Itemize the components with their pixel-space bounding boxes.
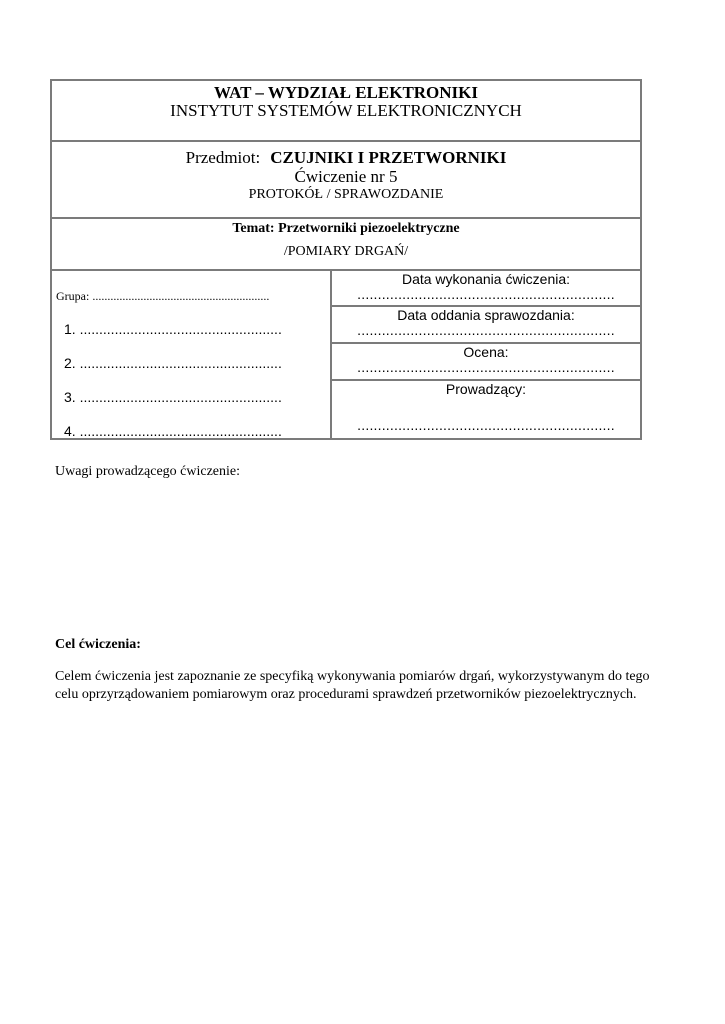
grade-field[interactable] — [332, 344, 640, 381]
subject-label: Przedmiot: — [185, 148, 261, 167]
topic-section — [52, 219, 640, 271]
institution-section — [52, 81, 640, 142]
group-member-1[interactable]: 1. .................................................... — [64, 321, 282, 337]
group-member-3[interactable]: 3. .................................................... — [64, 389, 282, 405]
document-type: PROTOKÓŁ / SPRAWOZDANIE — [248, 187, 444, 202]
exercise-number: Ćwiczenie nr 5 — [294, 167, 398, 186]
group-field[interactable]: Grupa: ........................................................... — [56, 289, 270, 303]
grade-blank: ............................................................... — [357, 359, 615, 375]
execution-date-field[interactable] — [332, 271, 640, 307]
goal-paragraph — [55, 668, 675, 704]
submission-date-field[interactable] — [332, 307, 640, 344]
faculty-name: WAT – WYDZIAŁ ELEKTRONIKI — [213, 83, 479, 102]
instructor-blank: ............................................................... — [357, 417, 615, 433]
details-section — [52, 271, 640, 438]
group-member-4[interactable]: 4. .................................................... — [64, 423, 282, 439]
subject-section — [52, 142, 640, 219]
group-column — [52, 271, 332, 438]
submission-date-blank: ............................................................... — [357, 322, 615, 338]
topic-subtitle: /POMIARY DRGAŃ/ — [283, 244, 409, 259]
protocol-header-form — [50, 79, 642, 440]
execution-date-blank: ............................................................... — [357, 286, 615, 302]
instructor-remarks-label: Uwagi prowadzącego ćwiczenie: — [55, 464, 241, 479]
instructor-field[interactable] — [332, 381, 640, 438]
submission-date-label: Data oddania sprawozdania: — [397, 307, 575, 323]
goal-heading: Cel ćwiczenia: — [55, 637, 141, 652]
institute-name: INSTYTUT SYSTEMÓW ELEKTRONICZNYCH — [170, 101, 522, 120]
goal-line-1: Celem ćwiczenia jest zapoznanie ze specyfiką wykonywania pomiarów drgań, wykorzystywanym do tego — [55, 669, 650, 684]
instructor-label: Prowadzący: — [445, 381, 527, 397]
topic-title: Temat: Przetworniki piezoelektryczne — [232, 221, 460, 236]
grade-label: Ocena: — [463, 344, 509, 360]
dates-column — [332, 271, 640, 438]
execution-date-label: Data wykonania ćwiczenia: — [401, 271, 571, 287]
subject-line — [52, 148, 640, 168]
goal-line-2: celu oprzyrządowaniem pomiarowym oraz procedurami sprawdzeń przetworników piezoelektrycznych. — [55, 687, 637, 702]
subject-name: CZUJNIKI I PRZETWORNIKI — [270, 148, 507, 167]
group-member-2[interactable]: 2. .................................................... — [64, 355, 282, 371]
